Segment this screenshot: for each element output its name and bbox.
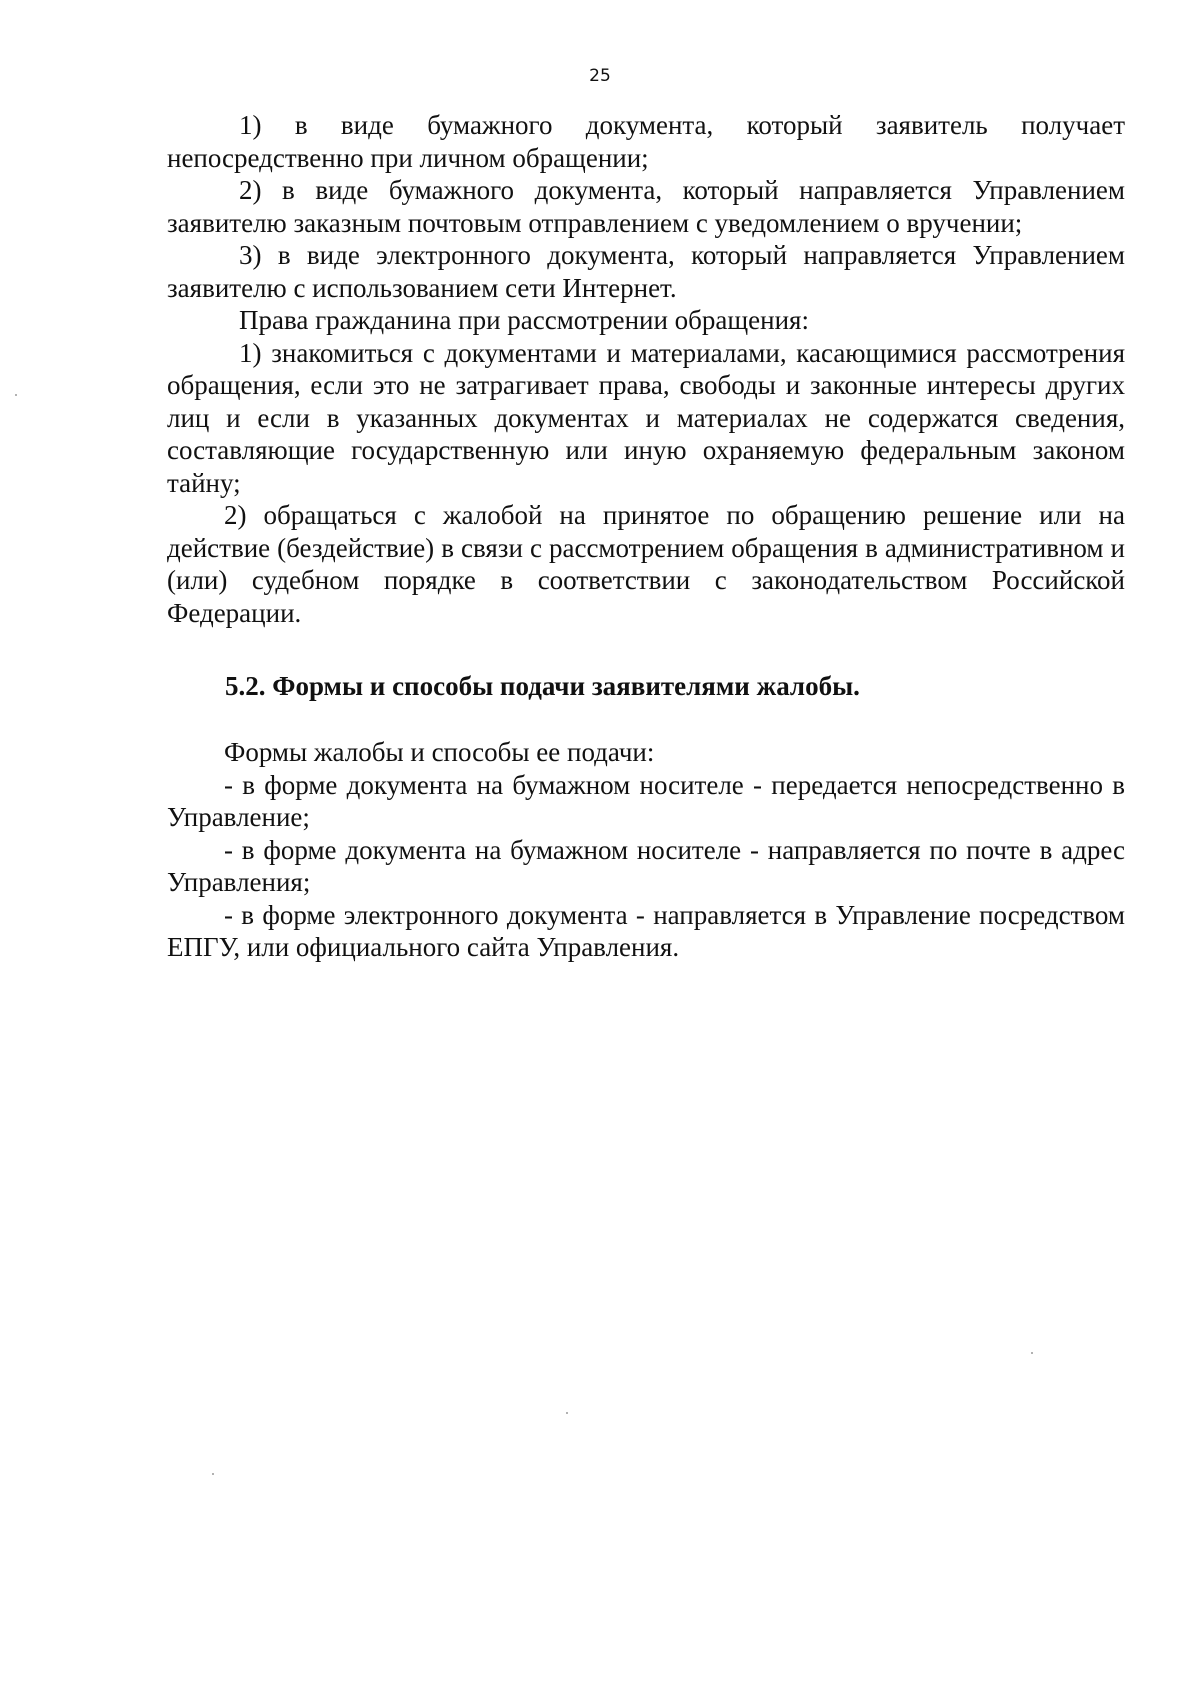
list-item-electronic: - в форме электронного документа - направляется в Управление посредством ЕПГУ, или официального сайта Управления. xyxy=(167,899,1125,962)
section-heading: 5.2. Формы и способы подачи заявителями жалобы. xyxy=(225,671,860,701)
list-item-paper-in-person: - в форме документа на бумажном носителе - передается непосредственно в Управление; xyxy=(167,769,1125,832)
scan-speck xyxy=(1031,1352,1033,1354)
paragraph-paper-personal: 1) в виде бумажного документа, который заявитель получает непосредственно при личном обращении; xyxy=(167,110,1125,173)
list-item-paper-by-post: - в форме документа на бумажном носителе - направляется по почте в адрес Управления; xyxy=(167,834,1125,897)
result-delivery-and-rights-section xyxy=(167,109,1125,629)
scan-speck xyxy=(15,394,17,396)
scan-speck xyxy=(212,1473,214,1475)
paragraph-citizen-rights-intro: Права гражданина при рассмотрении обращения: xyxy=(239,305,809,335)
paragraph-right-to-appeal: 2) обращаться с жалобой на принятое по обращению решение или на действие (бездействие) в связи с рассмотрением обращения в административном и (или) судебном порядке в соответствии с законодательством Российской Федерации. xyxy=(167,500,1125,628)
paragraph-complaint-forms-intro: Формы жалобы и способы ее подачи: xyxy=(224,737,655,767)
paragraph-right-to-review-documents: 1) знакомиться с документами и материалами, касающимися рассмотрения обращения, если это не затрагивает права, свободы и законные интересы других лиц и если в указанных документах и материалах не содержатся сведения, составляющие государственную или иную охраняемую федеральным законом тайну; xyxy=(167,337,1125,498)
paragraph-electronic-internet: 3) в виде электронного документа, который направляется Управлением заявителю с использованием сети Интернет. xyxy=(167,240,1125,303)
page-number: 25 xyxy=(589,66,611,86)
scan-speck xyxy=(566,1412,568,1414)
paragraph-paper-mail: 2) в виде бумажного документа, который направляется Управлением заявителю заказным почтовым отправлением с уведомлением о вручении; xyxy=(167,175,1125,238)
complaint-forms-section xyxy=(167,736,1125,964)
